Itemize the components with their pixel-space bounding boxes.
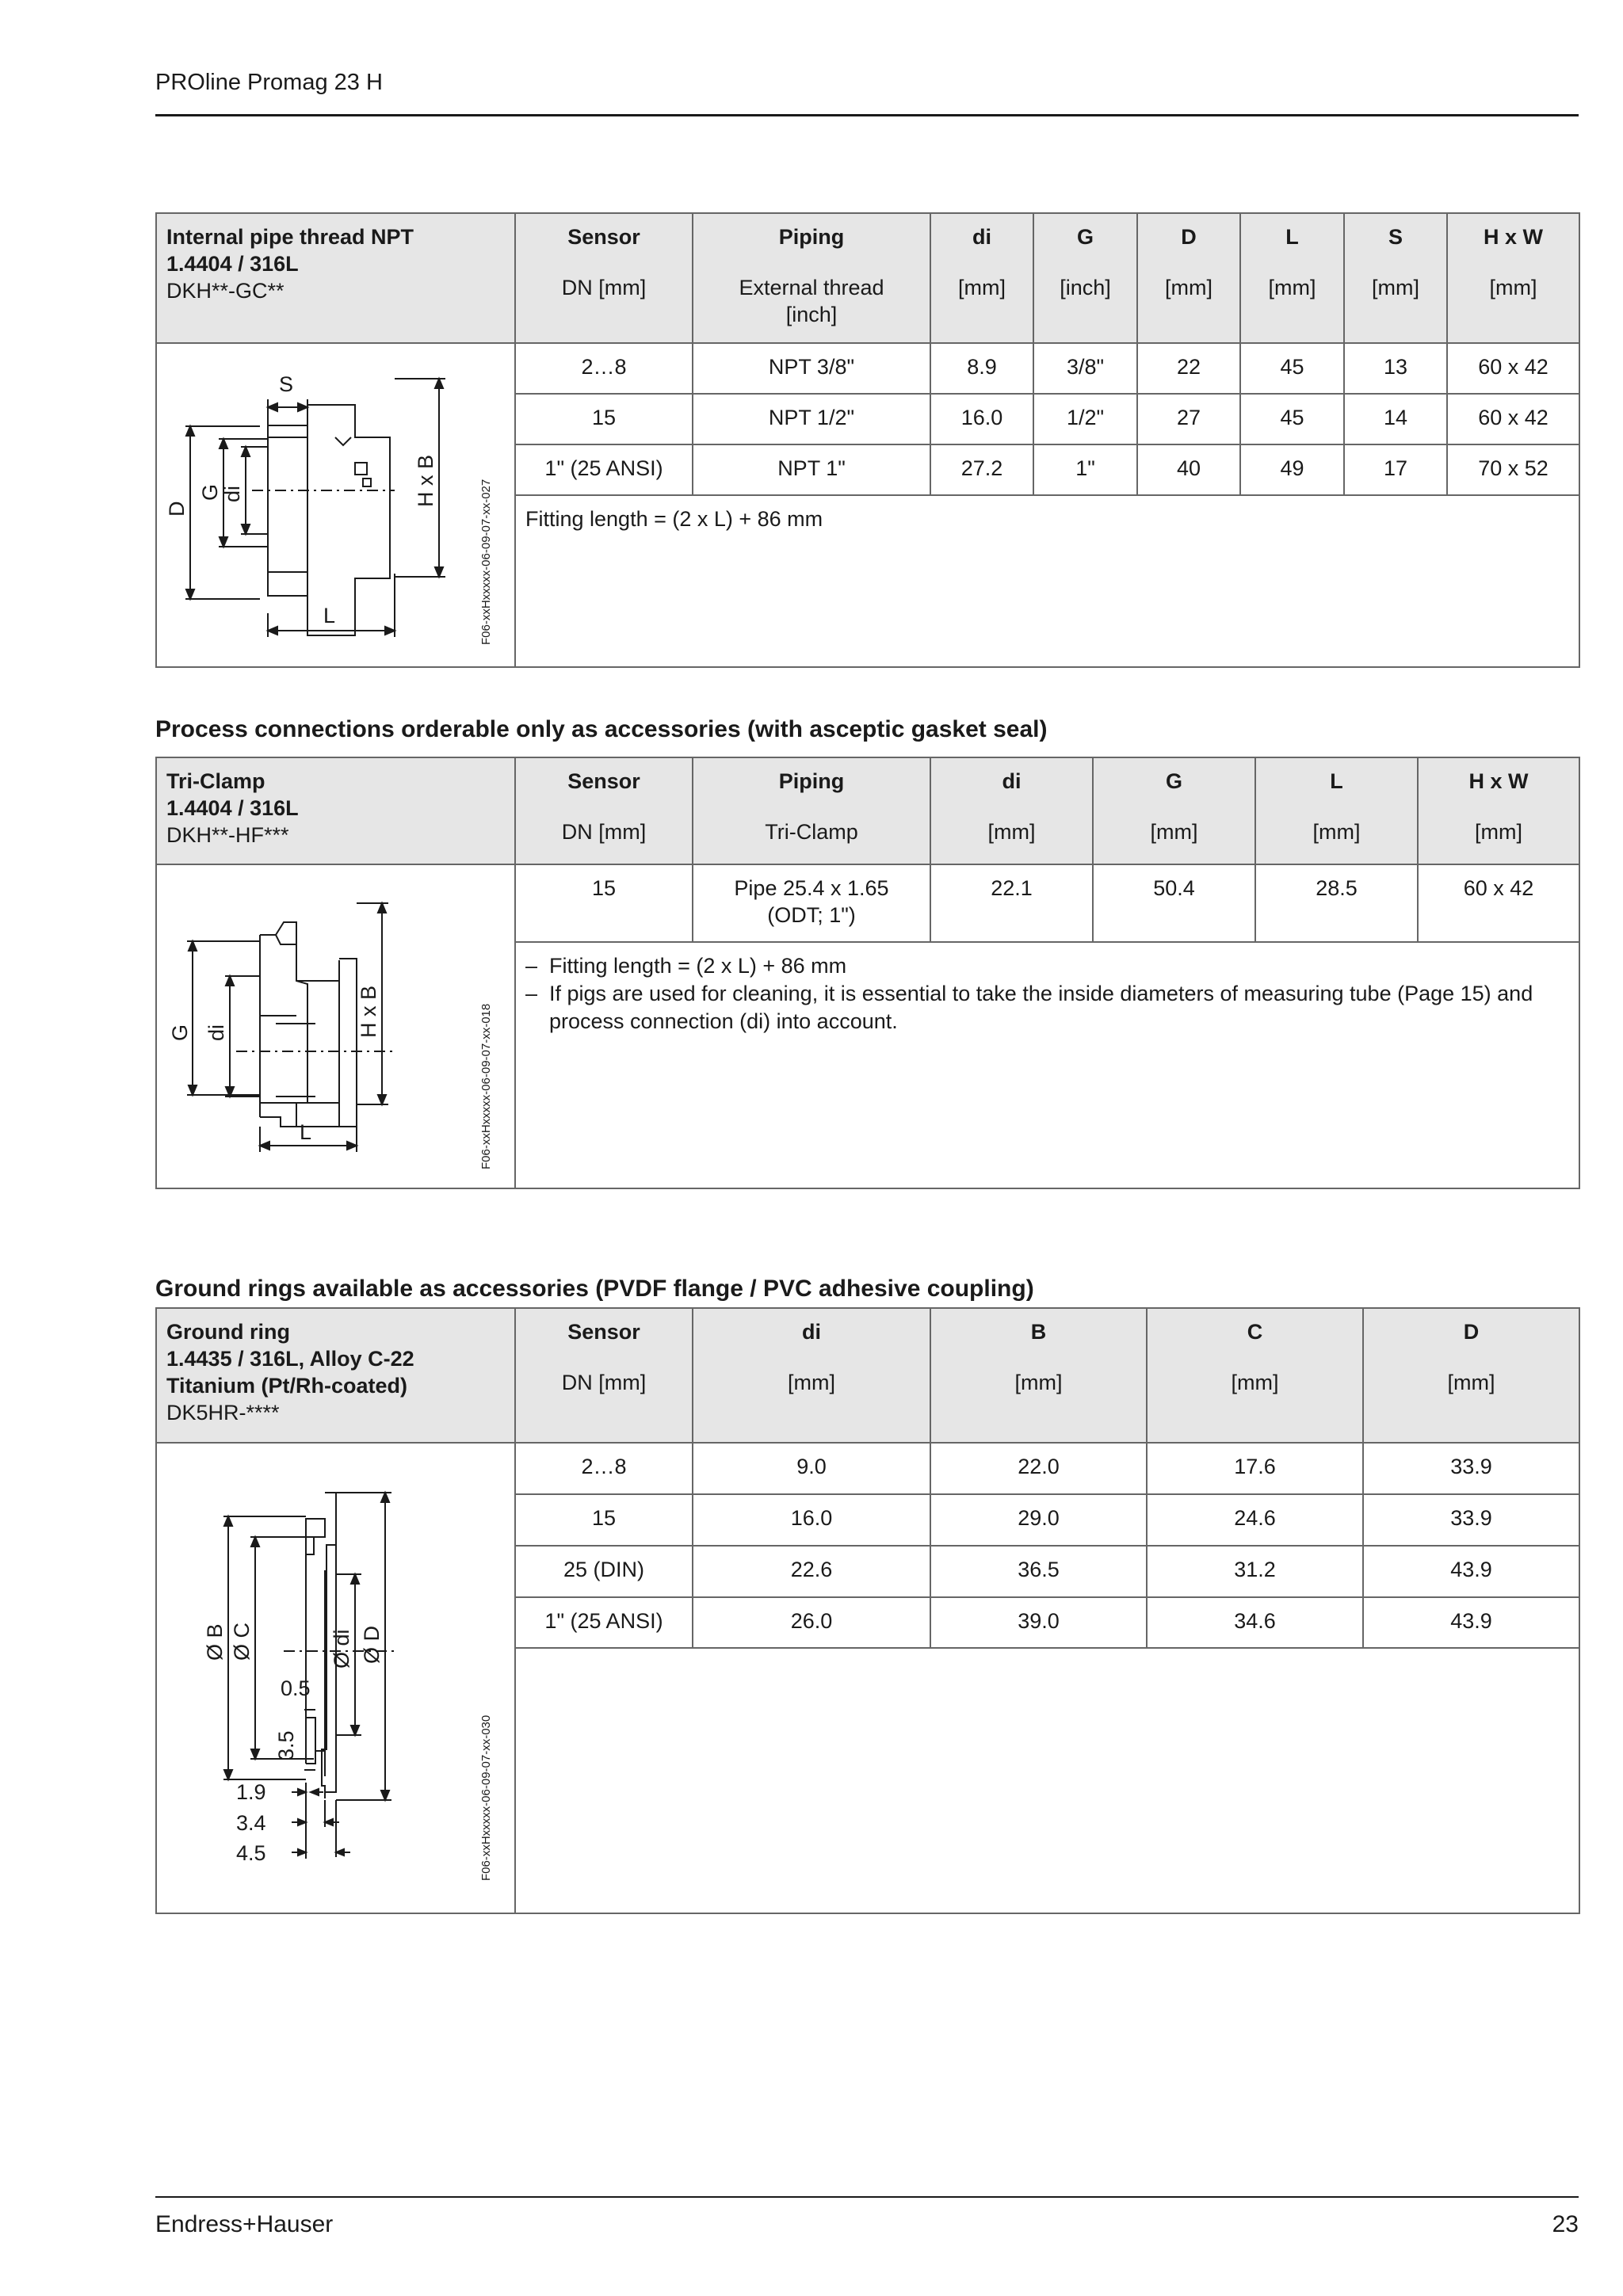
npt-dim-g: G <box>198 483 222 501</box>
table-row <box>156 343 1579 394</box>
column-unit: [inch] <box>1060 276 1111 299</box>
column-header: Sensor <box>567 225 640 249</box>
column-unit: [mm] <box>1268 276 1316 299</box>
table-cell: 16.0 <box>930 394 1033 444</box>
table-cell: 26.0 <box>693 1597 930 1649</box>
footer-rule <box>155 2196 1579 2198</box>
column-unit: [mm] <box>1312 820 1361 844</box>
table-cell: 28.5 <box>1255 864 1418 942</box>
tc-dim-g: G <box>168 1024 192 1041</box>
table-cell: 70 x 52 <box>1447 444 1579 495</box>
table3-material: 1.4435 / 316L, Alloy C-22 <box>166 1347 414 1371</box>
table3-col-d <box>1363 1308 1579 1443</box>
table-cell: 2…8 <box>515 1443 693 1494</box>
gr-dim-05: 0.5 <box>281 1676 311 1700</box>
column-unit: [mm] <box>1475 820 1522 844</box>
table-cell: 8.9 <box>930 343 1033 394</box>
npt-thread-drawing <box>157 344 514 661</box>
npt-dim-d: D <box>165 501 189 517</box>
column-header: L <box>1285 225 1299 249</box>
table3-code: DK5HR-**** <box>166 1401 280 1425</box>
table-cell: 60 x 42 <box>1447 343 1579 394</box>
table-row <box>156 864 1579 942</box>
column-header: H x W <box>1468 769 1529 793</box>
column-unit: [mm] <box>987 820 1036 844</box>
table-cell: 34.6 <box>1147 1597 1363 1649</box>
column-unit: DN [mm] <box>561 820 647 844</box>
npt-dim-s: S <box>279 372 294 396</box>
section-title-accessories: Process connections orderable only as accessories (with asceptic gasket seal) <box>155 716 1048 742</box>
gr-dim-d: Ø D <box>360 1625 384 1664</box>
table-cell: 17.6 <box>1147 1443 1363 1494</box>
column-unit: DN [mm] <box>561 276 647 299</box>
table-cell: 36.5 <box>930 1546 1147 1597</box>
table-cell: Pipe 25.4 x 1.65 (ODT; 1") <box>693 864 930 942</box>
table-cell: 2…8 <box>515 343 693 394</box>
column-header: Piping <box>778 225 845 249</box>
page-number: 23 <box>1552 2211 1579 2237</box>
table-tri-clamp <box>155 757 1580 1189</box>
column-header: C <box>1247 1320 1263 1344</box>
table-cell: 1" (25 ANSI) <box>515 444 693 495</box>
table3-col-b <box>930 1308 1147 1443</box>
column-unit: [mm] <box>1447 1371 1495 1394</box>
column-header: B <box>1030 1320 1047 1344</box>
table3-col-sensor <box>515 1308 693 1443</box>
table-cell: 60 x 42 <box>1447 394 1579 444</box>
table-cell: 1" <box>1033 444 1137 495</box>
table2-note-item: – Fitting length = (2 x L) + 86 mm <box>525 952 1568 980</box>
table-cell: 15 <box>515 394 693 444</box>
table-cell: 45 <box>1240 394 1344 444</box>
gr-drawing-code: F06-xxHxxxxx-06-09-07-xx-030 <box>479 1714 493 1881</box>
table-cell: 27 <box>1137 394 1240 444</box>
column-header: D <box>1181 225 1197 249</box>
column-unit: External thread [inch] <box>739 276 884 326</box>
npt-drawing-code: F06-xxHxxxxx-06-09-07-xx-027 <box>479 479 493 645</box>
table1-col-sensor <box>515 213 693 343</box>
gr-dim-45: 4.5 <box>236 1841 266 1865</box>
table1-label-cell <box>156 213 515 343</box>
table3-empty-area <box>515 1648 1579 1913</box>
ground-ring-drawing <box>157 1444 514 1907</box>
gr-dim-c: Ø C <box>230 1622 254 1661</box>
gr-dim-b: Ø B <box>203 1623 227 1661</box>
header-rule <box>155 114 1579 116</box>
table2-notes <box>515 942 1579 1188</box>
table1-col-g <box>1033 213 1137 343</box>
table-cell: 14 <box>1344 394 1447 444</box>
gr-dim-19: 1.9 <box>236 1780 266 1804</box>
table-cell: 17 <box>1344 444 1447 495</box>
column-header: Sensor <box>567 1320 640 1344</box>
table-cell: 22.6 <box>693 1546 930 1597</box>
column-header: D <box>1463 1320 1480 1344</box>
table-cell: 22.0 <box>930 1443 1147 1494</box>
column-header: G <box>1076 225 1094 249</box>
table-cell: 33.9 <box>1363 1443 1579 1494</box>
page-header-title: PROline Promag 23 H <box>155 70 383 95</box>
table-cell: 39.0 <box>930 1597 1147 1649</box>
table-cell: NPT 3/8" <box>693 343 930 394</box>
table-cell: 29.0 <box>930 1494 1147 1546</box>
tc-dim-hxb: H x B <box>357 985 380 1038</box>
column-unit: DN [mm] <box>561 1371 647 1394</box>
table3-drawing-cell <box>156 1443 515 1913</box>
table-cell: 3/8" <box>1033 343 1137 394</box>
column-header: G <box>1165 769 1182 793</box>
column-header: H x W <box>1483 225 1543 249</box>
column-header: di <box>972 225 991 249</box>
table-cell: 49 <box>1240 444 1344 495</box>
column-unit: Tri-Clamp <box>765 820 858 844</box>
table-cell: 1/2" <box>1033 394 1137 444</box>
table-cell: 43.9 <box>1363 1597 1579 1649</box>
gr-dim-di: Ø di <box>330 1629 353 1669</box>
table2-col-di <box>930 757 1093 864</box>
column-unit: [mm] <box>1014 1371 1063 1394</box>
column-unit: [mm] <box>1150 820 1198 844</box>
table1-note: Fitting length = (2 x L) + 86 mm <box>515 495 1579 667</box>
table1-col-hxw <box>1447 213 1579 343</box>
table2-material: 1.4404 / 316L <box>166 796 299 820</box>
table-row <box>156 1443 1579 1494</box>
column-unit: [mm] <box>1165 276 1212 299</box>
table-cell: 9.0 <box>693 1443 930 1494</box>
table2-col-piping <box>693 757 930 864</box>
table3-title: Ground ring <box>166 1320 290 1344</box>
tc-dim-l: L <box>300 1120 312 1144</box>
table2-label-cell <box>156 757 515 864</box>
table2-title: Tri-Clamp <box>166 769 265 793</box>
table-cell: 31.2 <box>1147 1546 1363 1597</box>
table-npt-thread <box>155 212 1580 668</box>
table-cell: 43.9 <box>1363 1546 1579 1597</box>
table1-col-s <box>1344 213 1447 343</box>
table2-col-hxw <box>1418 757 1579 864</box>
table-cell: 60 x 42 <box>1418 864 1579 942</box>
table2-col-g <box>1093 757 1255 864</box>
column-header: Piping <box>778 769 845 793</box>
table3-material2: Titanium (Pt/Rh-coated) <box>166 1374 408 1398</box>
table3-col-di <box>693 1308 930 1443</box>
table3-col-c <box>1147 1308 1363 1443</box>
tc-dim-di: di <box>204 1024 228 1041</box>
table2-drawing-cell <box>156 864 515 1188</box>
table1-title: Internal pipe thread NPT <box>166 225 414 249</box>
table1-col-piping <box>693 213 930 343</box>
table1-col-l <box>1240 213 1344 343</box>
table-cell: 16.0 <box>693 1494 930 1546</box>
table-cell: NPT 1" <box>693 444 930 495</box>
table-cell: 50.4 <box>1093 864 1255 942</box>
column-unit: [mm] <box>1489 276 1537 299</box>
table-ground-ring <box>155 1307 1580 1914</box>
npt-dim-l: L <box>323 604 336 627</box>
npt-dim-di: di <box>220 485 244 502</box>
tri-clamp-drawing <box>157 865 514 1182</box>
table2-note-item: – If pigs are used for cleaning, it is essential to take the inside diameters of measuring tube (Page 15) and process connection (di) into account. <box>525 980 1568 1035</box>
table2-col-l <box>1255 757 1418 864</box>
table2-col-sensor <box>515 757 693 864</box>
column-header: L <box>1330 769 1343 793</box>
table1-material: 1.4404 / 316L <box>166 252 299 276</box>
table-cell: 22.1 <box>930 864 1093 942</box>
footer-brand: Endress+Hauser <box>155 2211 334 2237</box>
table-cell: 24.6 <box>1147 1494 1363 1546</box>
section-title-ground-rings: Ground rings available as accessories (PVDF flange / PVC adhesive coupling) <box>155 1276 1034 1302</box>
gr-dim-35: 3.5 <box>274 1730 298 1760</box>
column-header: S <box>1388 225 1403 249</box>
table-cell: 15 <box>515 1494 693 1546</box>
table1-drawing-cell <box>156 343 515 667</box>
table-cell: NPT 1/2" <box>693 394 930 444</box>
table1-col-di <box>930 213 1033 343</box>
table-cell: 25 (DIN) <box>515 1546 693 1597</box>
column-header: di <box>1002 769 1022 793</box>
column-unit: [mm] <box>958 276 1006 299</box>
column-unit: [mm] <box>1231 1371 1279 1394</box>
table-cell: 15 <box>515 864 693 942</box>
npt-dim-hxb: H x B <box>414 454 437 507</box>
table-cell: 27.2 <box>930 444 1033 495</box>
table2-code: DKH**-HF*** <box>166 823 289 847</box>
table3-label-cell <box>156 1308 515 1443</box>
table1-col-d <box>1137 213 1240 343</box>
table-cell: 22 <box>1137 343 1240 394</box>
table-cell: 13 <box>1344 343 1447 394</box>
table1-code: DKH**-GC** <box>166 279 285 303</box>
column-unit: [mm] <box>788 1371 835 1394</box>
column-header: di <box>802 1320 821 1344</box>
column-header: Sensor <box>567 769 640 793</box>
table-cell: 45 <box>1240 343 1344 394</box>
table-cell: 40 <box>1137 444 1240 495</box>
tc-drawing-code: F06-xxHxxxxx-06-09-07-xx-018 <box>479 1003 493 1169</box>
column-unit: [mm] <box>1372 276 1419 299</box>
table-cell: 33.9 <box>1363 1494 1579 1546</box>
gr-dim-34: 3.4 <box>236 1811 266 1835</box>
table-cell: 1" (25 ANSI) <box>515 1597 693 1649</box>
